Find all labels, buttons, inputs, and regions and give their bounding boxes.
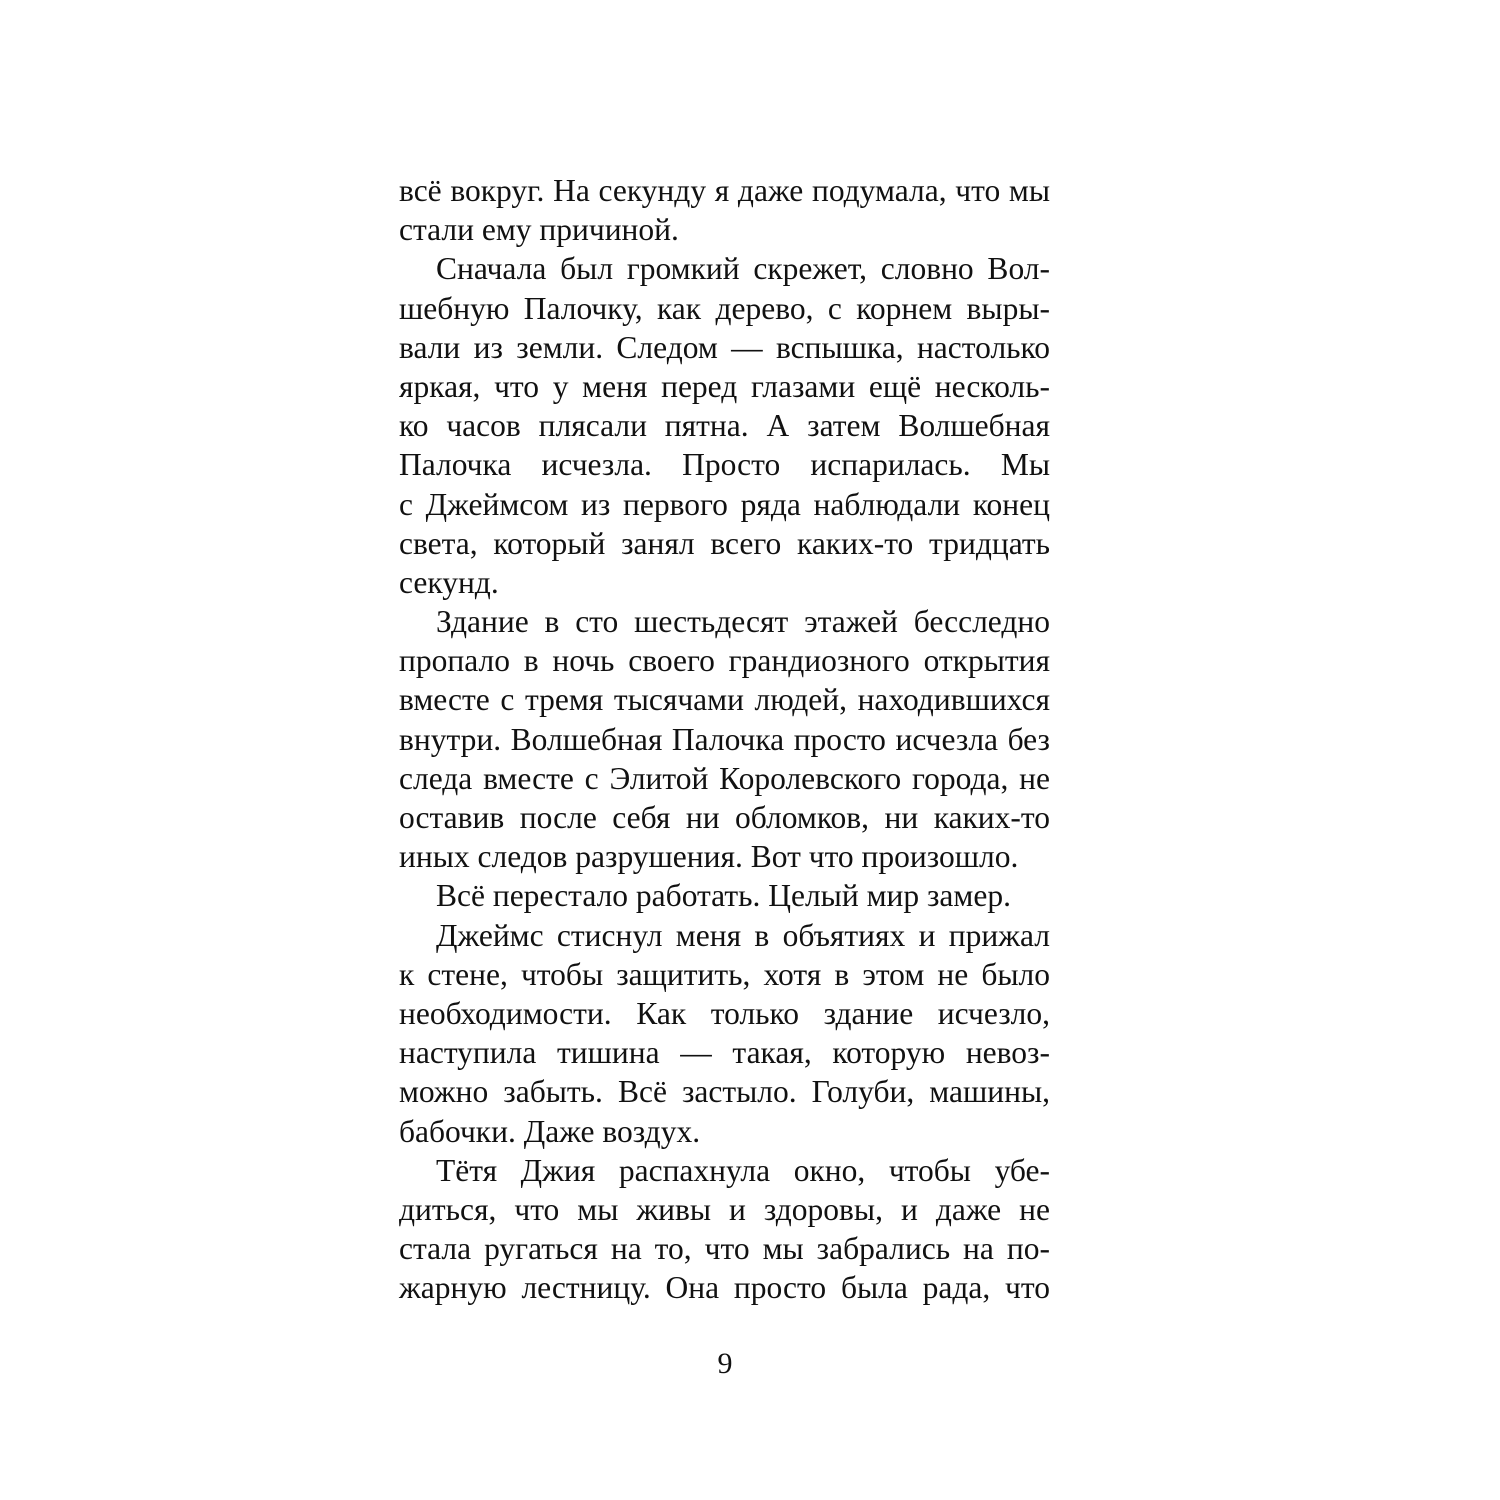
text-line: можно забыть. Всё застыло. Голуби, машины, — [399, 1074, 1050, 1110]
text-line: секунд. — [399, 564, 499, 600]
text-line: света, который занял всего каких-то тридцать — [399, 525, 1050, 561]
text-line: шебную Палочку, как дерево, с корнем выры- — [399, 290, 1050, 326]
text-line: вали из земли. Следом — вспышка, настолько — [399, 329, 1050, 365]
text-line: оставив после себя ни обломков, ни каких-то — [399, 800, 1050, 835]
page-number: 9 — [717, 1347, 733, 1380]
text-line: Всё перестало работать. Целый мир замер. — [436, 878, 1011, 914]
text-line: Тётя Джия распахнула окно, чтобы убе- — [436, 1152, 1050, 1188]
text-line: наступила тишина — такая, которую невоз- — [399, 1035, 1050, 1071]
text-line: необходимости. Как только здание исчезло, — [399, 995, 1050, 1031]
text-line: внутри. Волшебная Палочка просто исчезла без — [399, 721, 1050, 757]
text-line: иных следов разрушения. Вот что произошло. — [399, 839, 1019, 875]
body-text — [399, 171, 1050, 1307]
text-line: к стене, чтобы защитить, хотя в этом не было — [399, 956, 1050, 992]
text-line: пропало в ночь своего грандиозного открытия — [399, 643, 1050, 679]
text-line: жарную лестницу. Она просто была рада, что — [399, 1270, 1050, 1306]
text-line: ко часов плясали пятна. А затем Волшебная — [399, 408, 1050, 444]
text-line: всё вокруг. На секунду я даже подумала, что мы — [399, 173, 1050, 208]
text-line: Палочка исчезла. Просто испарилась. Мы — [399, 447, 1050, 483]
text-line: бабочки. Даже воздух. — [399, 1113, 701, 1149]
text-line: яркая, что у меня перед глазами ещё несколь- — [399, 368, 1050, 404]
text-line: Сначала был громкий скрежет, словно Вол- — [436, 251, 1050, 287]
text-line: стали ему причиной. — [399, 212, 679, 248]
text-line: Джеймс стиснул меня в объятиях и прижал — [436, 917, 1050, 953]
text-line: следа вместе с Элитой Королевского города, не — [399, 760, 1050, 796]
text-line: с Джеймсом из первого ряда наблюдали конец — [399, 486, 1050, 522]
text-line: стала ругаться на то, что мы забрались на по- — [399, 1231, 1050, 1267]
text-line: диться, что мы живы и здоровы, и даже не — [399, 1191, 1050, 1227]
text-line: Здание в сто шестьдесят этажей бесследно — [436, 604, 1050, 640]
text-line: вместе с тремя тысячами людей, находившихся — [399, 682, 1050, 718]
